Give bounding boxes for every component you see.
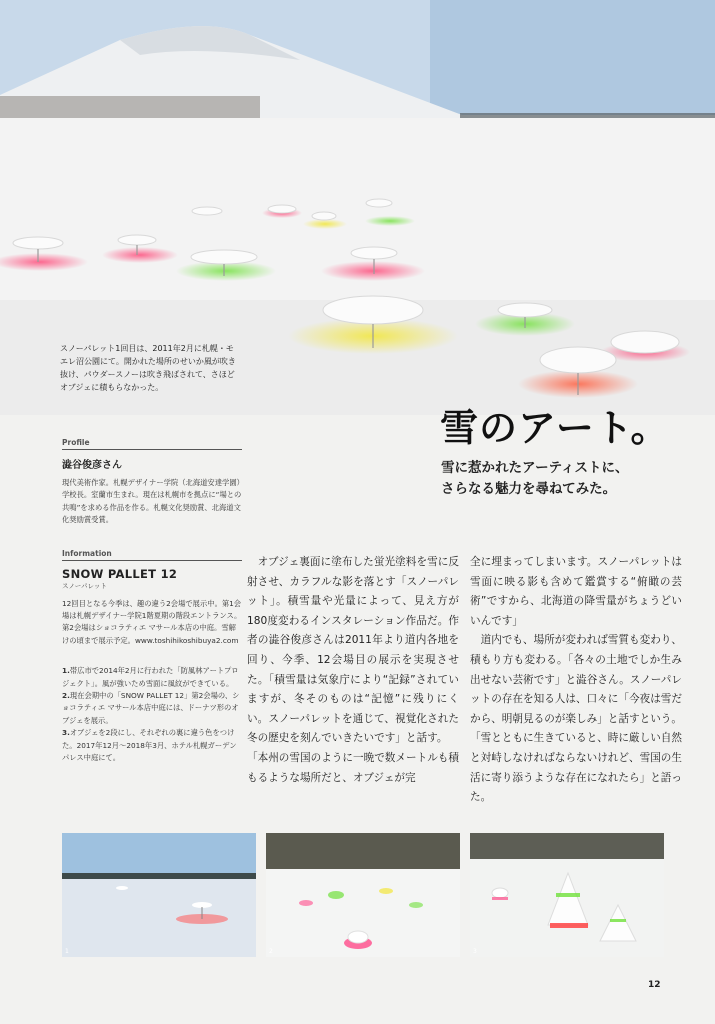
body-paragraph: 道内でも、場所が変われば雪質も変わり、積もり方も変わる。「各々の土地でしか生み出せない芸術です」と澁谷さん。スノーパレットの存在を知る人は、口々に「今夜は雪だから、明朝見るのが楽しみ」と話すという。「雪とともに生きていると、時に厳しい自然と対峙しなければならないけれど、雪国の生活に寄り添うような存在になれたら」と語った。 [470,634,682,804]
photo-notes [62,665,242,764]
body-column-2 [470,553,682,808]
subtitle-line: さらなる魅力を尋ねてみた。 [441,481,617,497]
photo-2-scene [266,833,460,957]
article-title: 雪のアート。 [440,406,670,450]
body-paragraph: 全に埋まってしまいます。スノーパレットは雪面に映る影も含めて鑑賞する“俯瞰の芸術”ですから、北海道の降雪量がちょうどいいんです」 [470,556,682,627]
body-paragraph: オブジェ裏面に塗布した蛍光塗料を雪に反射させ、カラフルな影を落とす「スノーパレット」。積雪量や光量によって、見え方が180度変わるインスタレーション作品だ。作者の澁谷俊彦さんは2011年より道内各地を回り、今季、12会場目の展示を実現させた。「積雪量は気象庁により“記録”されていますが、冬そのものは“記憶”に残りにくい。スノーパレットを通じて、視覚化された冬の歴史を刻んでいきたいです」と話す。 [247,556,459,745]
photo-3-scene [470,833,664,957]
note-text: 帯広市で2014年2月に行われた「防風林アートプロジェクト」。風が強いため雪面に風紋ができている。 [62,666,239,688]
artist-name: 澁谷俊彦さん [62,460,122,471]
note-number: 3. [62,728,70,738]
information-label: Information [62,549,242,561]
note-text: オブジェを2段にし、それぞれの裏に違う色をつけた。2017年12月～2018年3月、ホテル札幌ガーデンパレス中庭にて。 [62,728,237,763]
profile-label: Profile [62,438,242,450]
note-number: 1. [62,666,70,676]
photo-note [62,665,242,690]
artist-bio: 現代美術作家。札幌デザイナー学院（北海道安達学園）学校長。室蘭市生まれ。現在は札幌市を拠点に“場との共鳴”を求める作品を作る。札幌文化奨励賞、北海道文化奨励賞受賞。 [62,478,242,525]
photo-1-scene [62,833,256,957]
photo-number: 3 [473,948,477,955]
exhibit-subtitle: スノーパレット [62,581,107,590]
photo-note [62,690,242,727]
article-subtitle [441,458,701,500]
exhibit-title: SNOW PALLET 12 [62,566,178,581]
photo-1 [62,833,256,957]
subtitle-line: 雪に惹かれたアーティストに、 [441,460,629,476]
hero-photo [0,0,715,415]
photo-number: 1 [65,948,69,955]
photo-number: 2 [269,948,273,955]
body-column-1 [247,553,459,788]
note-text: 現在会期中の「SNOW PALLET 12」第2会場の、ショコラティエ マサール本店中庭には、ドーナツ形のオブジェを展示。 [62,691,240,725]
photo-3 [470,833,664,957]
photo-2 [266,833,460,957]
hero-caption: スノーパレット1回目は、2011年2月に札幌・モエレ沼公園にて。開かれた場所のせいか風が吹き抜け、パウダースノーは吹き飛ばされて、さほどオブジェに積もらなかった。 [60,344,236,392]
note-number: 2. [62,691,70,701]
photo-note [62,727,242,764]
body-paragraph: 「本州の雪国のように一晩で数メートルも積もるような場所だと、オブジェが完 [247,751,459,784]
exhibit-info: 12回目となる今季は、趣の違う2会場で展示中。第1会場は札幌デザイナー学院1階夏期の階段エントランス。第2会場はショコラティエ マサール本店の中庭。雪解けの頃まで展示予定。www.toshihikoshibuya2.com [62,598,242,645]
page-number: 12 [648,980,661,990]
sidebar [62,438,242,765]
